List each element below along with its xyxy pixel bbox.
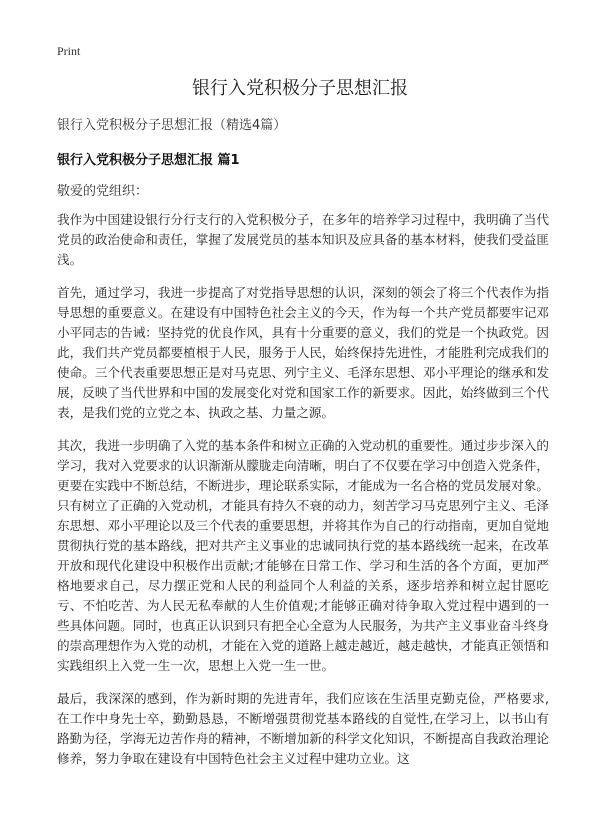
body-paragraph-3: 其次，我进一步明确了入党的基本条件和树立正确的入党动机的重要性。通过步步深入的学习，我对入党要求的认识渐渐从朦胧走向清晰，明白了不仅要在学习中创造入党条件，更要在实践中不断总结，不断进步，理论联系实际，才能成为一名合格的党员发展对象。只有树立了正确的入党动机，才能具有持久不衰的动力，刻苦学习马克思列宁主义、毛泽东思想、邓小平理论以及三个代表的重要思想，并将其作为自己的行动指南，更加自觉地贯彻执行党的基本路线，把对共产主义事业的忠诚同执行党的基本路线统一起来，在改革开放和现代化建设中积极作出贡献;才能够在日常工作、学习和生活的各个方面，更加严格地要求自己，尽力摆正党和人民的利益同个人利益的关系，逐步培养和树立起甘愿吃亏、不怕吃苦、为人民无私奉献的人生价值观;才能够正确对待争取入党过程中遇到的一些具体问题。同时，也真正认识到只有把全心全意为人民服务，为共产主义事业奋斗终身的崇高理想作为入党的动机，才能在入党的道路上越走越近，越走越快，才能真正领悟和实践组织上入党一生一次，思想上入党一生一世。 — [57, 438, 549, 673]
document-subtitle: 银行入党积极分子思想汇报（精选4篇） — [57, 118, 287, 133]
section-heading: 银行入党积极分子思想汇报 篇1 — [57, 153, 240, 168]
document-body — [57, 210, 549, 782]
body-paragraph-2: 首先，通过学习，我进一步提高了对党指导思想的认识，深刻的领会了将三个代表作为指导思想的重要意义。在建设有中国特色社会主义的今天，作为每一个共产党员都要牢记邓小平同志的告诫：坚持党的优良作风，具有十分重要的意义，我们的党是一个执政党。因此，我们共产党员都要植根于人民，服务于人民，始终保持先进性，才能胜利完成我们的使命。三个代表重要思想正是对马克思、列宁主义、毛泽东思想、邓小平理论的继承和发展，反映了当代世界和中国的发展变化对党和国家工作的新要求。因此，始终做到三个代表，是我们党的立党之本、执政之基、力量之源。 — [57, 285, 549, 420]
salutation: 敬爱的党组织： — [57, 184, 149, 199]
print-label: Print — [57, 44, 81, 58]
body-paragraph-4: 最后，我深深的感到，作为新时期的先进青年，我们应该在生活里克勤克俭，严格要求,在工作中身先士卒，勤勤恳恳，不断增强贯彻党基本路线的自觉性,在学习上，以书山有路勤为径，学海无边苦作舟的精神，不断增加新的科学文化知识，不断提高自我政治理论修养，努力争取在建设有中国特色社会主义过程中建功立业。这 — [57, 691, 549, 766]
page-title: 银行入党积极分子思想汇报 — [192, 78, 408, 99]
body-paragraph-1: 我作为中国建设银行分行支行的入党积极分子，在多年的培养学习过程中，我明确了当代党员的政治使命和责任，掌握了发展党员的基本知识及应具备的基本材料，使我们受益匪浅。 — [57, 212, 549, 267]
